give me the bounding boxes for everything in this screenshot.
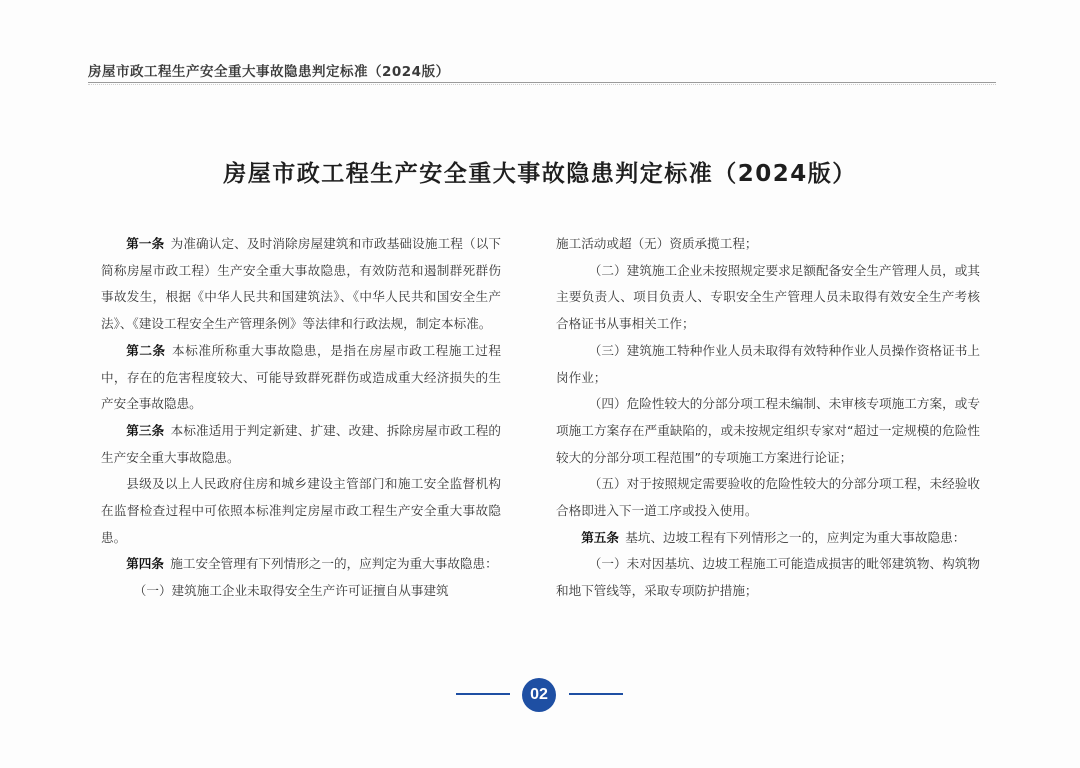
paragraph-article-5-item-1: [556, 551, 980, 604]
paragraph-article-5: [556, 525, 980, 552]
paragraph-article-4-item-3: [556, 338, 980, 391]
paragraph-article-4-item-2: [556, 258, 980, 338]
paragraph-article-4-item-1: [101, 578, 501, 605]
paragraph-text: （一）建筑施工企业未取得安全生产许可证擅自从事建筑: [133, 583, 449, 599]
article-label: 第五条: [581, 529, 619, 545]
paragraph-text: （五）对于按照规定需要验收的危险性较大的分部分项工程，未经验收合格即进入下一道工序或投入使用。: [556, 476, 980, 519]
paragraph-text: （三）建筑施工特种作业人员未取得有效特种作业人员操作资格证书上岗作业；: [556, 342, 980, 385]
page-number-badge: 02: [522, 678, 556, 712]
paragraph-article-4-item-4: [556, 391, 980, 471]
header-divider-dotted: [88, 84, 996, 85]
header-divider: [88, 82, 996, 83]
paragraph-text: 本标准所称重大事故隐患，是指在房屋市政工程施工过程中，存在的危害程度较大、可能导致群死群伤或造成重大经济损失的生产安全事故隐患。: [101, 342, 502, 412]
paragraph-article-4-item-1-cont: [556, 231, 980, 258]
page-footer: [0, 677, 1080, 711]
paragraph-text: 本标准适用于判定新建、扩建、改建、拆除房屋市政工程的生产安全重大事故隐患。: [101, 422, 502, 465]
left-text-column: [101, 231, 501, 605]
paragraph-text: （二）建筑施工企业未按照规定要求足额配备安全生产管理人员，或其主要负责人、项目负责人、专职安全生产管理人员未取得有效安全生产考核合格证书从事相关工作；: [556, 262, 980, 332]
paragraph-article-3-cont: [101, 471, 501, 551]
paragraph-text: （四）危险性较大的分部分项工程未编制、未审核专项施工方案，或专项施工方案存在严重缺陷的，或未按规定组织专家对“超过一定规模的危险性较大的分部分项工程范围”的专项施工方案进行论证；: [556, 396, 980, 465]
paragraph-text: 基坑、边坡工程有下列情形之一的，应判定为重大事故隐患：: [625, 529, 966, 545]
paragraph-article-3: [101, 418, 501, 471]
paragraph-article-4: [101, 551, 501, 578]
paragraph-text: 为准确认定、及时消除房屋建筑和市政基础设施工程（以下简称房屋市政工程）生产安全重大事故隐患，有效防范和遏制群死群伤事故发生，根据《中华人民共和国建筑法》、《中华人民共和国安全生产法》、《建设工程安全生产管理条例》等法律和行政法规，制定本标准。: [101, 236, 502, 332]
paragraph-text: 县级及以上人民政府住房和城乡建设主管部门和施工安全监督机构在监督检查过程中可依照本标准判定房屋市政工程生产安全重大事故隐患。: [101, 476, 501, 545]
footer-line-right: [569, 693, 623, 695]
article-label: 第二条: [126, 342, 166, 358]
paragraph-article-1: [101, 231, 501, 338]
document-title: 房屋市政工程生产安全重大事故隐患判定标准（2024版）: [223, 161, 857, 187]
paragraph-text: （一）未对因基坑、边坡工程施工可能造成损害的毗邻建筑物、构筑物和地下管线等，采取专项防护措施；: [556, 556, 980, 599]
running-header: 房屋市政工程生产安全重大事故隐患判定标准（2024版）: [88, 64, 450, 80]
right-text-column: [556, 231, 980, 605]
paragraph-article-4-item-5: [556, 471, 980, 524]
article-label: 第四条: [126, 556, 164, 572]
paragraph-article-2: [101, 338, 501, 418]
paragraph-text: 施工安全管理有下列情形之一的，应判定为重大事故隐患：: [170, 556, 498, 572]
paragraph-text: 施工活动或超（无）资质承揽工程；: [556, 236, 758, 251]
article-label: 第一条: [126, 236, 165, 251]
footer-line-left: [456, 693, 510, 695]
article-label: 第三条: [126, 422, 165, 438]
